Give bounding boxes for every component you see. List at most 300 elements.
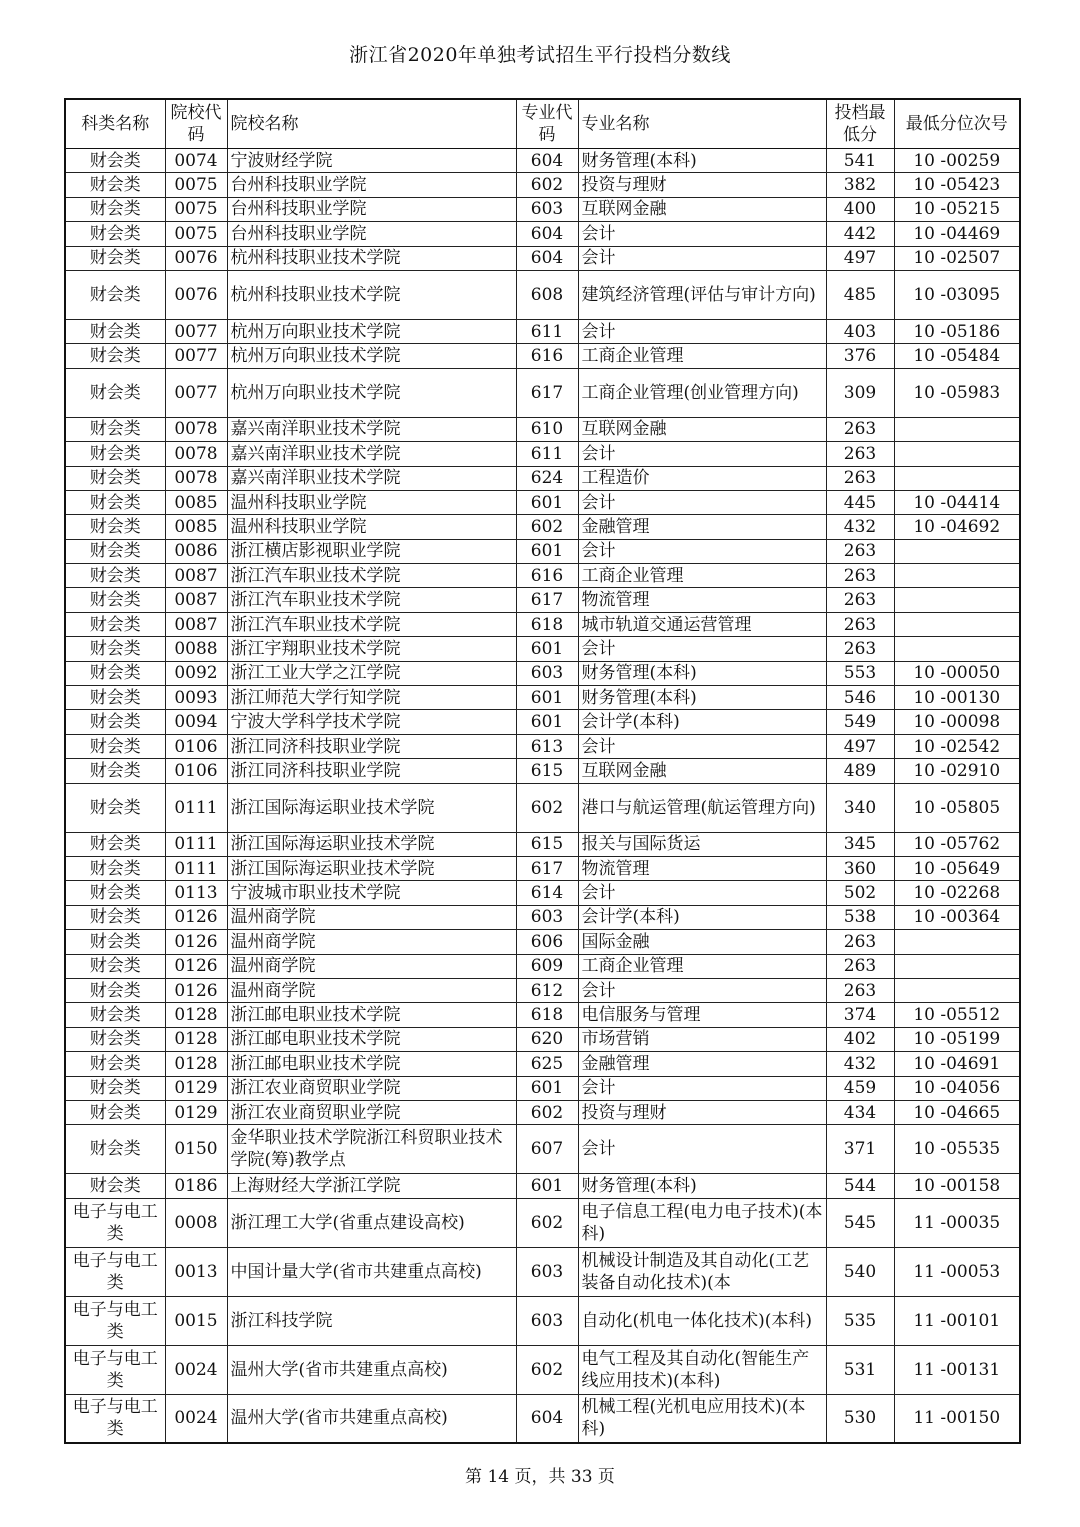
min-score-cell: 432 xyxy=(826,1052,894,1076)
school-code-cell: 0078 xyxy=(165,442,227,466)
major-code-cell: 602 xyxy=(516,173,578,197)
min-score-cell: 263 xyxy=(826,978,894,1002)
major-code-cell: 604 xyxy=(516,149,578,173)
page-title: 浙江省2020年单独考试招生平行投档分数线 xyxy=(349,44,731,66)
min-rank-cell: 11 -00053 xyxy=(894,1247,1020,1296)
min-score-cell: 263 xyxy=(826,930,894,954)
school-code-cell: 0085 xyxy=(165,490,227,514)
category-cell: 财会类 xyxy=(65,1125,165,1174)
school-name-cell: 浙江工业大学之江学院 xyxy=(227,661,516,685)
min-score-cell: 402 xyxy=(826,1027,894,1051)
major-name-cell: 会计 xyxy=(578,734,826,758)
major-name-cell: 互联网金融 xyxy=(578,417,826,441)
table-row xyxy=(65,905,1020,929)
school-code-cell: 0077 xyxy=(165,344,227,368)
category-cell: 财会类 xyxy=(65,734,165,758)
table-row xyxy=(65,1125,1020,1174)
school-name-cell: 浙江邮电职业技术学院 xyxy=(227,1027,516,1051)
major-code-cell: 604 xyxy=(516,222,578,246)
min-rank-cell: 11 -00131 xyxy=(894,1345,1020,1394)
major-code-cell: 612 xyxy=(516,978,578,1002)
major-code-cell: 613 xyxy=(516,734,578,758)
school-code-cell: 0008 xyxy=(165,1198,227,1247)
min-score-cell: 376 xyxy=(826,344,894,368)
table-row xyxy=(65,368,1020,417)
category-cell: 财会类 xyxy=(65,1052,165,1076)
school-code-cell: 0077 xyxy=(165,319,227,343)
school-code-cell: 0126 xyxy=(165,954,227,978)
school-name-cell: 台州科技职业学院 xyxy=(227,173,516,197)
school-code-cell: 0092 xyxy=(165,661,227,685)
min-rank-cell xyxy=(894,588,1020,612)
min-rank-cell: 10 -04414 xyxy=(894,490,1020,514)
min-rank-cell: 10 -00098 xyxy=(894,710,1020,734)
school-code-cell: 0077 xyxy=(165,368,227,417)
school-name-cell: 温州科技职业学院 xyxy=(227,515,516,539)
school-name-cell: 宁波城市职业技术学院 xyxy=(227,881,516,905)
category-cell: 财会类 xyxy=(65,149,165,173)
min-score-cell: 382 xyxy=(826,173,894,197)
major-name-cell: 财务管理(本科) xyxy=(578,686,826,710)
category-cell: 财会类 xyxy=(65,344,165,368)
school-code-cell: 0078 xyxy=(165,466,227,490)
min-score-cell: 371 xyxy=(826,1125,894,1174)
school-name-cell: 浙江汽车职业技术学院 xyxy=(227,612,516,636)
table-row xyxy=(65,734,1020,758)
min-rank-cell: 10 -05512 xyxy=(894,1003,1020,1027)
min-rank-cell: 10 -05199 xyxy=(894,1027,1020,1051)
category-cell: 财会类 xyxy=(65,856,165,880)
min-score-cell: 546 xyxy=(826,686,894,710)
table-row xyxy=(65,197,1020,221)
category-cell: 财会类 xyxy=(65,173,165,197)
category-cell: 财会类 xyxy=(65,954,165,978)
major-name-cell: 投资与理财 xyxy=(578,173,826,197)
major-code-cell: 602 xyxy=(516,1198,578,1247)
major-code-cell: 607 xyxy=(516,1125,578,1174)
major-name-cell: 机械设计制造及其自动化(工艺装备自动化技术)(本 xyxy=(578,1247,826,1296)
min-rank-cell xyxy=(894,612,1020,636)
school-name-cell: 宁波大学科学技术学院 xyxy=(227,710,516,734)
table-row xyxy=(65,1052,1020,1076)
major-code-cell: 624 xyxy=(516,466,578,490)
min-rank-cell: 10 -04691 xyxy=(894,1052,1020,1076)
school-name-cell: 浙江理工大学(省重点建设高校) xyxy=(227,1198,516,1247)
major-name-cell: 会计 xyxy=(578,490,826,514)
school-code-cell: 0128 xyxy=(165,1052,227,1076)
table-row xyxy=(65,222,1020,246)
table-row xyxy=(65,1027,1020,1051)
major-code-cell: 604 xyxy=(516,246,578,270)
min-rank-cell: 10 -05215 xyxy=(894,197,1020,221)
major-name-cell: 金融管理 xyxy=(578,515,826,539)
category-cell: 财会类 xyxy=(65,1076,165,1100)
category-cell: 财会类 xyxy=(65,832,165,856)
school-name-cell: 温州商学院 xyxy=(227,954,516,978)
major-name-cell: 互联网金融 xyxy=(578,759,826,783)
major-name-cell: 自动化(机电一体化技术)(本科) xyxy=(578,1296,826,1345)
school-name-cell: 浙江师范大学行知学院 xyxy=(227,686,516,710)
school-code-cell: 0087 xyxy=(165,588,227,612)
school-name-cell: 杭州科技职业技术学院 xyxy=(227,246,516,270)
school-code-cell: 0106 xyxy=(165,759,227,783)
major-name-cell: 工商企业管理 xyxy=(578,564,826,588)
school-code-cell: 0013 xyxy=(165,1247,227,1296)
table-row xyxy=(65,930,1020,954)
table-row xyxy=(65,1076,1020,1100)
school-code-cell: 0076 xyxy=(165,246,227,270)
major-code-cell: 615 xyxy=(516,832,578,856)
school-name-cell: 温州商学院 xyxy=(227,978,516,1002)
table-row xyxy=(65,637,1020,661)
category-cell: 财会类 xyxy=(65,246,165,270)
min-rank-cell: 10 -05762 xyxy=(894,832,1020,856)
min-score-cell: 403 xyxy=(826,319,894,343)
min-score-cell: 345 xyxy=(826,832,894,856)
school-code-cell: 0128 xyxy=(165,1027,227,1051)
min-rank-cell: 10 -05186 xyxy=(894,319,1020,343)
min-score-cell: 530 xyxy=(826,1394,894,1443)
min-score-cell: 263 xyxy=(826,417,894,441)
school-code-cell: 0150 xyxy=(165,1125,227,1174)
min-score-cell: 442 xyxy=(826,222,894,246)
category-cell: 财会类 xyxy=(65,442,165,466)
min-rank-cell xyxy=(894,954,1020,978)
table-row xyxy=(65,832,1020,856)
category-cell: 电子与电工类 xyxy=(65,1198,165,1247)
min-rank-cell xyxy=(894,930,1020,954)
major-code-cell: 603 xyxy=(516,905,578,929)
school-name-cell: 浙江同济科技职业学院 xyxy=(227,734,516,758)
school-name-cell: 浙江汽车职业技术学院 xyxy=(227,564,516,588)
school-code-cell: 0094 xyxy=(165,710,227,734)
major-name-cell: 会计 xyxy=(578,539,826,563)
category-cell: 财会类 xyxy=(65,1174,165,1198)
table-row xyxy=(65,1296,1020,1345)
category-cell: 财会类 xyxy=(65,270,165,319)
school-name-cell: 上海财经大学浙江学院 xyxy=(227,1174,516,1198)
school-code-cell: 0015 xyxy=(165,1296,227,1345)
major-name-cell: 会计 xyxy=(578,637,826,661)
min-score-cell: 263 xyxy=(826,539,894,563)
major-name-cell: 财务管理(本科) xyxy=(578,661,826,685)
min-score-cell: 540 xyxy=(826,1247,894,1296)
table-row xyxy=(65,1198,1020,1247)
school-name-cell: 浙江国际海运职业技术学院 xyxy=(227,832,516,856)
school-name-cell: 杭州万向职业技术学院 xyxy=(227,319,516,343)
school-name-cell: 杭州万向职业技术学院 xyxy=(227,368,516,417)
school-code-cell: 0075 xyxy=(165,197,227,221)
header-min-rank: 最低分位次号 xyxy=(894,99,1020,149)
min-score-cell: 502 xyxy=(826,881,894,905)
major-name-cell: 金融管理 xyxy=(578,1052,826,1076)
major-name-cell: 港口与航运管理(航运管理方向) xyxy=(578,783,826,832)
major-name-cell: 会计 xyxy=(578,442,826,466)
min-rank-cell: 10 -02542 xyxy=(894,734,1020,758)
major-name-cell: 会计 xyxy=(578,1076,826,1100)
min-rank-cell: 10 -05423 xyxy=(894,173,1020,197)
school-code-cell: 0086 xyxy=(165,539,227,563)
school-code-cell: 0093 xyxy=(165,686,227,710)
major-name-cell: 报关与国际货运 xyxy=(578,832,826,856)
major-code-cell: 601 xyxy=(516,539,578,563)
school-code-cell: 0126 xyxy=(165,930,227,954)
major-code-cell: 603 xyxy=(516,197,578,221)
major-name-cell: 国际金融 xyxy=(578,930,826,954)
category-cell: 财会类 xyxy=(65,783,165,832)
table-row xyxy=(65,515,1020,539)
header-major-name: 专业名称 xyxy=(578,99,826,149)
school-name-cell: 浙江汽车职业技术学院 xyxy=(227,588,516,612)
category-cell: 财会类 xyxy=(65,612,165,636)
min-rank-cell xyxy=(894,442,1020,466)
min-rank-cell: 11 -00150 xyxy=(894,1394,1020,1443)
table-row xyxy=(65,270,1020,319)
min-rank-cell: 11 -00035 xyxy=(894,1198,1020,1247)
major-name-cell: 投资与理财 xyxy=(578,1100,826,1124)
school-code-cell: 0111 xyxy=(165,783,227,832)
min-rank-cell: 10 -05484 xyxy=(894,344,1020,368)
major-code-cell: 603 xyxy=(516,1247,578,1296)
school-name-cell: 杭州万向职业技术学院 xyxy=(227,344,516,368)
school-code-cell: 0129 xyxy=(165,1076,227,1100)
major-code-cell: 616 xyxy=(516,344,578,368)
school-name-cell: 浙江国际海运职业技术学院 xyxy=(227,856,516,880)
school-code-cell: 0088 xyxy=(165,637,227,661)
min-score-cell: 497 xyxy=(826,246,894,270)
min-rank-cell: 11 -00101 xyxy=(894,1296,1020,1345)
admission-score-table xyxy=(64,98,1021,1444)
min-rank-cell: 10 -04469 xyxy=(894,222,1020,246)
school-code-cell: 0186 xyxy=(165,1174,227,1198)
table-body xyxy=(65,149,1020,1444)
school-code-cell: 0111 xyxy=(165,832,227,856)
major-code-cell: 625 xyxy=(516,1052,578,1076)
table-header-row xyxy=(65,99,1020,149)
min-score-cell: 489 xyxy=(826,759,894,783)
school-code-cell: 0085 xyxy=(165,515,227,539)
school-name-cell: 温州大学(省市共建重点高校) xyxy=(227,1345,516,1394)
major-code-cell: 609 xyxy=(516,954,578,978)
school-code-cell: 0074 xyxy=(165,149,227,173)
min-score-cell: 263 xyxy=(826,612,894,636)
category-cell: 财会类 xyxy=(65,466,165,490)
category-cell: 财会类 xyxy=(65,222,165,246)
min-score-cell: 459 xyxy=(826,1076,894,1100)
school-name-cell: 嘉兴南洋职业技术学院 xyxy=(227,417,516,441)
school-code-cell: 0024 xyxy=(165,1345,227,1394)
category-cell: 财会类 xyxy=(65,319,165,343)
school-code-cell: 0075 xyxy=(165,222,227,246)
table-row xyxy=(65,1174,1020,1198)
table-row xyxy=(65,954,1020,978)
min-score-cell: 531 xyxy=(826,1345,894,1394)
min-score-cell: 544 xyxy=(826,1174,894,1198)
min-score-cell: 400 xyxy=(826,197,894,221)
min-rank-cell: 10 -00364 xyxy=(894,905,1020,929)
category-cell: 财会类 xyxy=(65,637,165,661)
min-score-cell: 263 xyxy=(826,588,894,612)
min-score-cell: 263 xyxy=(826,564,894,588)
min-score-cell: 263 xyxy=(826,954,894,978)
header-school-name: 院校名称 xyxy=(227,99,516,149)
school-code-cell: 0126 xyxy=(165,905,227,929)
school-name-cell: 浙江农业商贸职业学院 xyxy=(227,1100,516,1124)
school-name-cell: 金华职业技术学院浙江科贸职业技术学院(筹)教学点 xyxy=(227,1125,516,1174)
min-rank-cell xyxy=(894,539,1020,563)
table-row xyxy=(65,1003,1020,1027)
min-rank-cell: 10 -04692 xyxy=(894,515,1020,539)
table-row xyxy=(65,442,1020,466)
table-row xyxy=(65,319,1020,343)
table-row xyxy=(65,173,1020,197)
school-name-cell: 台州科技职业学院 xyxy=(227,222,516,246)
min-rank-cell xyxy=(894,978,1020,1002)
major-name-cell: 物流管理 xyxy=(578,588,826,612)
major-code-cell: 618 xyxy=(516,612,578,636)
major-code-cell: 602 xyxy=(516,515,578,539)
major-code-cell: 602 xyxy=(516,783,578,832)
min-score-cell: 538 xyxy=(826,905,894,929)
category-cell: 电子与电工类 xyxy=(65,1247,165,1296)
category-cell: 电子与电工类 xyxy=(65,1394,165,1443)
min-score-cell: 541 xyxy=(826,149,894,173)
min-rank-cell: 10 -04056 xyxy=(894,1076,1020,1100)
major-name-cell: 会计 xyxy=(578,881,826,905)
min-rank-cell: 10 -00130 xyxy=(894,686,1020,710)
header-min-score: 投档最低分 xyxy=(826,99,894,149)
major-name-cell: 会计学(本科) xyxy=(578,905,826,929)
min-score-cell: 340 xyxy=(826,783,894,832)
major-name-cell: 互联网金融 xyxy=(578,197,826,221)
category-cell: 电子与电工类 xyxy=(65,1296,165,1345)
school-code-cell: 0087 xyxy=(165,612,227,636)
major-code-cell: 608 xyxy=(516,270,578,319)
table-row xyxy=(65,856,1020,880)
table-row xyxy=(65,564,1020,588)
min-rank-cell xyxy=(894,637,1020,661)
min-rank-cell xyxy=(894,466,1020,490)
major-code-cell: 601 xyxy=(516,710,578,734)
category-cell: 财会类 xyxy=(65,539,165,563)
table-row xyxy=(65,783,1020,832)
min-rank-cell: 10 -00158 xyxy=(894,1174,1020,1198)
min-score-cell: 445 xyxy=(826,490,894,514)
category-cell: 财会类 xyxy=(65,978,165,1002)
major-code-cell: 614 xyxy=(516,881,578,905)
table-row xyxy=(65,539,1020,563)
table-row xyxy=(65,1394,1020,1443)
school-name-cell: 温州科技职业学院 xyxy=(227,490,516,514)
major-name-cell: 会计 xyxy=(578,222,826,246)
category-cell: 财会类 xyxy=(65,1100,165,1124)
min-rank-cell: 10 -04665 xyxy=(894,1100,1020,1124)
min-rank-cell: 10 -05535 xyxy=(894,1125,1020,1174)
school-name-cell: 浙江国际海运职业技术学院 xyxy=(227,783,516,832)
min-rank-cell: 10 -05983 xyxy=(894,368,1020,417)
school-name-cell: 浙江邮电职业技术学院 xyxy=(227,1003,516,1027)
major-name-cell: 工商企业管理 xyxy=(578,954,826,978)
category-cell: 财会类 xyxy=(65,417,165,441)
major-code-cell: 617 xyxy=(516,856,578,880)
school-code-cell: 0129 xyxy=(165,1100,227,1124)
table-row xyxy=(65,417,1020,441)
category-cell: 财会类 xyxy=(65,368,165,417)
min-rank-cell: 10 -00259 xyxy=(894,149,1020,173)
min-score-cell: 553 xyxy=(826,661,894,685)
major-code-cell: 617 xyxy=(516,368,578,417)
table-row xyxy=(65,759,1020,783)
min-score-cell: 549 xyxy=(826,710,894,734)
major-code-cell: 606 xyxy=(516,930,578,954)
major-name-cell: 工商企业管理(创业管理方向) xyxy=(578,368,826,417)
min-rank-cell: 10 -02910 xyxy=(894,759,1020,783)
header-major-code: 专业代码 xyxy=(516,99,578,149)
table-row xyxy=(65,466,1020,490)
major-code-cell: 618 xyxy=(516,1003,578,1027)
min-score-cell: 535 xyxy=(826,1296,894,1345)
category-cell: 财会类 xyxy=(65,490,165,514)
major-name-cell: 物流管理 xyxy=(578,856,826,880)
school-name-cell: 温州大学(省市共建重点高校) xyxy=(227,1394,516,1443)
category-cell: 电子与电工类 xyxy=(65,1345,165,1394)
min-rank-cell: 10 -05805 xyxy=(894,783,1020,832)
major-code-cell: 602 xyxy=(516,1100,578,1124)
min-score-cell: 263 xyxy=(826,637,894,661)
min-score-cell: 545 xyxy=(826,1198,894,1247)
school-name-cell: 台州科技职业学院 xyxy=(227,197,516,221)
min-rank-cell: 10 -02507 xyxy=(894,246,1020,270)
min-score-cell: 263 xyxy=(826,466,894,490)
school-name-cell: 温州商学院 xyxy=(227,905,516,929)
major-name-cell: 城市轨道交通运营管理 xyxy=(578,612,826,636)
table-row xyxy=(65,1345,1020,1394)
major-name-cell: 会计 xyxy=(578,246,826,270)
major-name-cell: 财务管理(本科) xyxy=(578,1174,826,1198)
school-code-cell: 0076 xyxy=(165,270,227,319)
table-row xyxy=(65,1100,1020,1124)
table-row xyxy=(65,490,1020,514)
category-cell: 财会类 xyxy=(65,197,165,221)
school-name-cell: 浙江宇翔职业技术学院 xyxy=(227,637,516,661)
min-score-cell: 432 xyxy=(826,515,894,539)
school-name-cell: 浙江邮电职业技术学院 xyxy=(227,1052,516,1076)
major-code-cell: 601 xyxy=(516,1076,578,1100)
category-cell: 财会类 xyxy=(65,661,165,685)
school-code-cell: 0087 xyxy=(165,564,227,588)
major-name-cell: 工程造价 xyxy=(578,466,826,490)
table-row xyxy=(65,612,1020,636)
school-code-cell: 0024 xyxy=(165,1394,227,1443)
min-rank-cell xyxy=(894,417,1020,441)
major-code-cell: 604 xyxy=(516,1394,578,1443)
major-name-cell: 会计 xyxy=(578,319,826,343)
major-name-cell: 电气工程及其自动化(智能生产线应用技术)(本科) xyxy=(578,1345,826,1394)
min-score-cell: 434 xyxy=(826,1100,894,1124)
school-code-cell: 0126 xyxy=(165,978,227,1002)
major-name-cell: 会计 xyxy=(578,978,826,1002)
school-code-cell: 0106 xyxy=(165,734,227,758)
school-code-cell: 0075 xyxy=(165,173,227,197)
school-code-cell: 0113 xyxy=(165,881,227,905)
major-code-cell: 601 xyxy=(516,1174,578,1198)
min-score-cell: 360 xyxy=(826,856,894,880)
table-row xyxy=(65,881,1020,905)
table-row xyxy=(65,149,1020,173)
table-row xyxy=(65,246,1020,270)
category-cell: 财会类 xyxy=(65,710,165,734)
major-name-cell: 市场营销 xyxy=(578,1027,826,1051)
